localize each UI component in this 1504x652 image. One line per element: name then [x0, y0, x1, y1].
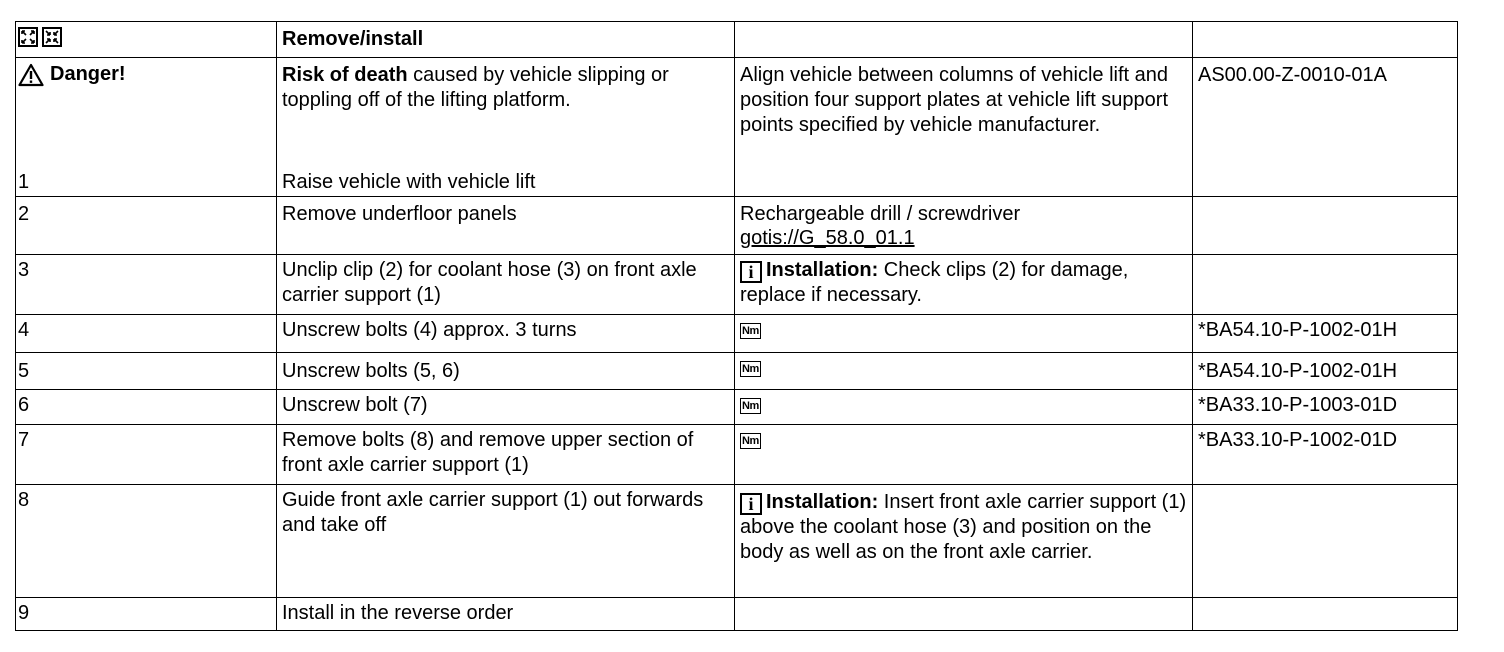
step-number: 4: [18, 319, 30, 341]
note-bold: Installation:: [766, 491, 879, 513]
step-ref-cell: [1193, 197, 1458, 255]
step-note-cell: [735, 255, 1193, 315]
step-torque-cell: [735, 353, 1193, 390]
step-ref-cell: [1193, 390, 1458, 425]
step-number-cell: [16, 255, 277, 315]
tool-text: Rechargeable drill / screwdriver: [740, 203, 1021, 225]
info-icon: i: [740, 493, 762, 515]
note-bold: Installation:: [766, 259, 879, 281]
step-action-cell: [277, 485, 735, 598]
header-empty-cell: [1193, 22, 1458, 58]
step-empty-cell: [1193, 598, 1458, 631]
step-number-cell: [16, 353, 277, 390]
step-number-cell: [16, 485, 277, 598]
step-action: Unclip clip (2) for coolant hose (3) on front axle carrier support (1): [282, 259, 697, 306]
danger-action-cell: [277, 58, 735, 197]
step-number: 6: [18, 394, 30, 416]
step-action-cell: [277, 353, 735, 390]
step-ref-cell: [1193, 255, 1458, 315]
step-number-cell: [16, 425, 277, 485]
danger-text: Danger!: [50, 63, 126, 85]
installation-note: [740, 490, 1187, 565]
step-number: 3: [18, 259, 30, 281]
step-ref[interactable]: *BA33.10-P-1002-01D: [1198, 429, 1398, 451]
step-ref[interactable]: *BA54.10-P-1002-01H: [1198, 319, 1398, 341]
step-number: 7: [18, 429, 30, 451]
table-row: [16, 255, 1458, 315]
risk-rest: caused by vehicle slipping or toppling off of the lifting platform.: [282, 64, 669, 111]
header-empty-cell: [735, 22, 1193, 58]
table-row: [16, 390, 1458, 425]
risk-bold: Risk of death: [282, 64, 408, 86]
step-number: 1: [18, 171, 30, 193]
step-empty-cell: [735, 598, 1193, 631]
step-ref-cell: [1193, 425, 1458, 485]
torque-icon[interactable]: Nm: [742, 435, 759, 447]
step-action-cell: [277, 197, 735, 255]
installation-note: [740, 258, 1187, 308]
collapse-icon[interactable]: [42, 27, 62, 47]
table-row: [16, 315, 1458, 353]
danger-instruction: Align vehicle between columns of vehicle lift and position four support plates at vehicle lift support points specified by vehicle manufacturer.: [740, 64, 1169, 136]
risk-text: [282, 63, 729, 113]
table-row: [16, 353, 1458, 390]
header-row: [16, 22, 1458, 58]
page-title: Remove/install: [282, 28, 424, 50]
step-ref[interactable]: *BA33.10-P-1003-01D: [1198, 394, 1398, 416]
step-number: 2: [18, 203, 30, 225]
step-torque-cell: [735, 390, 1193, 425]
step-action: Raise vehicle with vehicle lift: [282, 171, 536, 193]
step-action-cell: [277, 598, 735, 631]
table-row: [16, 58, 1458, 197]
view-controls-cell: [16, 22, 277, 58]
step-number: 9: [18, 602, 30, 624]
step-number-cell: [16, 315, 277, 353]
step-action: Install in the reverse order: [282, 602, 514, 624]
step-action: Guide front axle carrier support (1) out forwards and take off: [282, 489, 704, 536]
step-ref[interactable]: *BA54.10-P-1002-01H: [1198, 360, 1398, 382]
step-action-cell: [277, 255, 735, 315]
step-number-cell: [16, 390, 277, 425]
expand-icon[interactable]: [18, 27, 38, 47]
torque-icon[interactable]: Nm: [742, 400, 759, 412]
procedure-table: [15, 21, 1458, 631]
step-torque-cell: [735, 315, 1193, 353]
tool-link[interactable]: gotis://G_58.0_01.1: [740, 227, 915, 249]
danger-ref-cell: [1193, 58, 1458, 197]
step-number: 5: [18, 360, 30, 382]
step-action: Unscrew bolts (5, 6): [282, 360, 460, 382]
step-action: Unscrew bolts (4) approx. 3 turns: [282, 319, 577, 341]
step-action: Remove bolts (8) and remove upper section of front axle carrier support (1): [282, 429, 694, 476]
step-ref-cell: [1193, 485, 1458, 598]
info-icon: i: [740, 261, 762, 283]
warning-triangle-icon: [18, 63, 44, 87]
step-action-cell: [277, 425, 735, 485]
step-ref-cell: [1193, 315, 1458, 353]
step-number: 8: [18, 489, 30, 511]
note-text: Check clips (2) for damage, replace if necessary.: [740, 259, 1129, 306]
table-row: [16, 598, 1458, 631]
step-tool-cell: [735, 197, 1193, 255]
header-title-cell: [277, 22, 735, 58]
danger-ref[interactable]: AS00.00-Z-0010-01A: [1198, 64, 1388, 86]
step-number-cell: [16, 197, 277, 255]
step-action: Remove underfloor panels: [282, 203, 517, 225]
step-number-cell: [16, 598, 277, 631]
table-row: [16, 197, 1458, 255]
table-row: [16, 485, 1458, 598]
table-row: [16, 425, 1458, 485]
torque-icon[interactable]: Nm: [742, 363, 759, 375]
danger-label: [18, 62, 126, 87]
step-ref-cell: [1193, 353, 1458, 390]
torque-icon[interactable]: Nm: [742, 325, 759, 337]
danger-instruction-cell: [735, 58, 1193, 197]
step-action-cell: [277, 315, 735, 353]
danger-cell: [16, 58, 277, 197]
note-text: Insert front axle carrier support (1) above the coolant hose (3) and position on the body as well as on the front axle carrier.: [740, 491, 1187, 563]
step-action: Unscrew bolt (7): [282, 394, 428, 416]
step-action-cell: [277, 390, 735, 425]
step-note-cell: [735, 485, 1193, 598]
step-torque-cell: [735, 425, 1193, 485]
